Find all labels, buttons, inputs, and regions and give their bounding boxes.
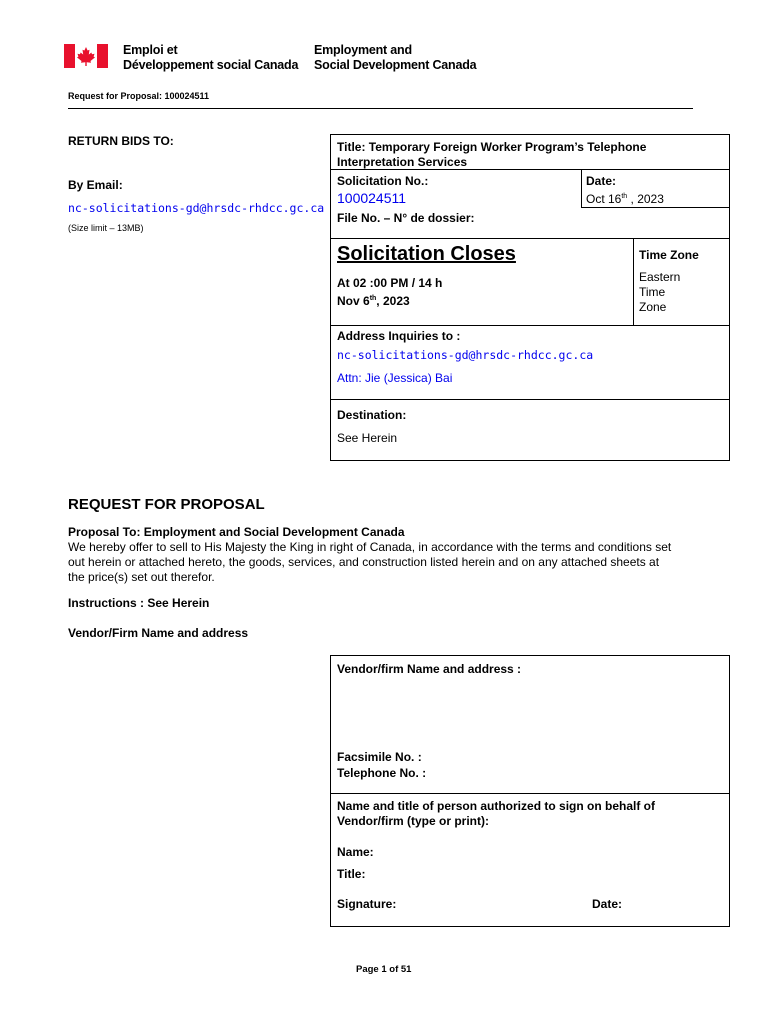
return-bids-title: RETURN BIDS TO: <box>68 134 174 148</box>
rfp-heading: REQUEST FOR PROPOSAL <box>68 496 265 513</box>
vendor-box <box>330 655 730 927</box>
date-value-year: , 2023 <box>627 192 664 206</box>
offer-line1: We hereby offer to sell to His Majesty the King in right of Canada, in accordance with the terms and conditions set <box>68 540 672 554</box>
dept-fr-line2: Développement social Canada <box>123 58 299 72</box>
solicitation-no-label: Solicitation No.: <box>337 174 429 188</box>
dept-en-line1: Employment and <box>314 43 412 57</box>
dept-en-line2: Social Development Canada <box>314 58 477 72</box>
proposal-to: Proposal To: Employment and Social Development Canada <box>68 525 405 539</box>
offer-paragraph <box>68 540 718 585</box>
closes-date-sup: th <box>369 295 377 302</box>
title-label: Title: <box>337 867 366 881</box>
closes-date-main: Nov 6 <box>337 294 370 308</box>
closes-date-year: , 2023 <box>376 294 410 308</box>
signature-date-label: Date: <box>592 897 623 911</box>
solicitation-no-value: 100024511 <box>337 190 407 206</box>
authorized-line1: Name and title of person authorized to sign on behalf of <box>337 799 656 813</box>
divider <box>633 238 634 325</box>
address-inquiries-label: Address Inquiries to : <box>337 329 461 343</box>
divider <box>581 207 729 208</box>
telephone-label: Telephone No. : <box>337 766 427 780</box>
divider <box>331 325 729 326</box>
time-zone-line2: Time <box>639 285 666 299</box>
by-email-label: By Email: <box>68 178 123 192</box>
divider <box>331 169 729 170</box>
date-label: Date: <box>586 174 617 188</box>
date-value <box>586 189 664 207</box>
facsimile-label: Facsimile No. : <box>337 750 422 764</box>
title-line1: Title: Temporary Foreign Worker Program’s Telephone <box>337 140 647 154</box>
date-value-sup: th <box>621 193 628 200</box>
file-no-label: File No. – N° de dossier: <box>337 211 475 225</box>
header-divider <box>68 108 693 109</box>
authorized-line2: Vendor/firm (type or print): <box>337 814 490 828</box>
destination-label: Destination: <box>337 408 407 422</box>
date-value-main: Oct 16 <box>586 192 622 206</box>
title-line2: Interpretation Services <box>337 155 468 169</box>
inquiries-email-link[interactable]: nc-solicitations-gd@hrsdc-rhdcc.gc.ca <box>337 348 594 362</box>
solicitation-info-box <box>330 134 730 461</box>
authorized-person-label <box>337 799 727 829</box>
inquiries-attn: Attn: Jie (Jessica) Bai <box>337 371 453 385</box>
destination-value: See Herein <box>337 431 398 445</box>
closes-date <box>337 291 410 309</box>
dept-fr-line1: Emploi et <box>123 43 178 57</box>
vendor-heading: Vendor/Firm Name and address <box>68 626 249 640</box>
signature-label: Signature: <box>337 897 397 911</box>
vendor-name-address-label: Vendor/firm Name and address : <box>337 662 522 676</box>
divider <box>331 793 729 794</box>
rfp-reference: Request for Proposal: 100024511 <box>68 91 210 101</box>
canada-flag-icon <box>64 44 108 68</box>
divider <box>331 399 729 400</box>
return-bids-email-link[interactable]: nc-solicitations-gd@hrsdc-rhdcc.gc.ca <box>68 201 325 215</box>
page-number: Page 1 of 51 <box>356 964 412 975</box>
department-name-en <box>314 43 476 73</box>
solicitation-closes-title: Solicitation Closes <box>337 243 516 265</box>
time-zone-value <box>639 270 680 315</box>
offer-line2: out herein or attached hereto, the goods, services, and construction listed herein and on any attached sheets at <box>68 555 660 569</box>
offer-line3: the price(s) set out therefor. <box>68 570 215 584</box>
time-zone-line1: Eastern <box>639 270 681 284</box>
closes-time: At 02 :00 PM / 14 h <box>337 276 443 290</box>
department-name-fr <box>123 43 298 73</box>
divider <box>331 238 729 239</box>
solicitation-title <box>337 140 727 170</box>
name-label: Name: <box>337 845 374 859</box>
size-limit-note: (Size limit – 13MB) <box>68 223 144 233</box>
time-zone-line3: Zone <box>639 300 667 314</box>
divider <box>581 169 582 207</box>
instructions: Instructions : See Herein <box>68 596 210 610</box>
time-zone-label: Time Zone <box>639 248 699 262</box>
